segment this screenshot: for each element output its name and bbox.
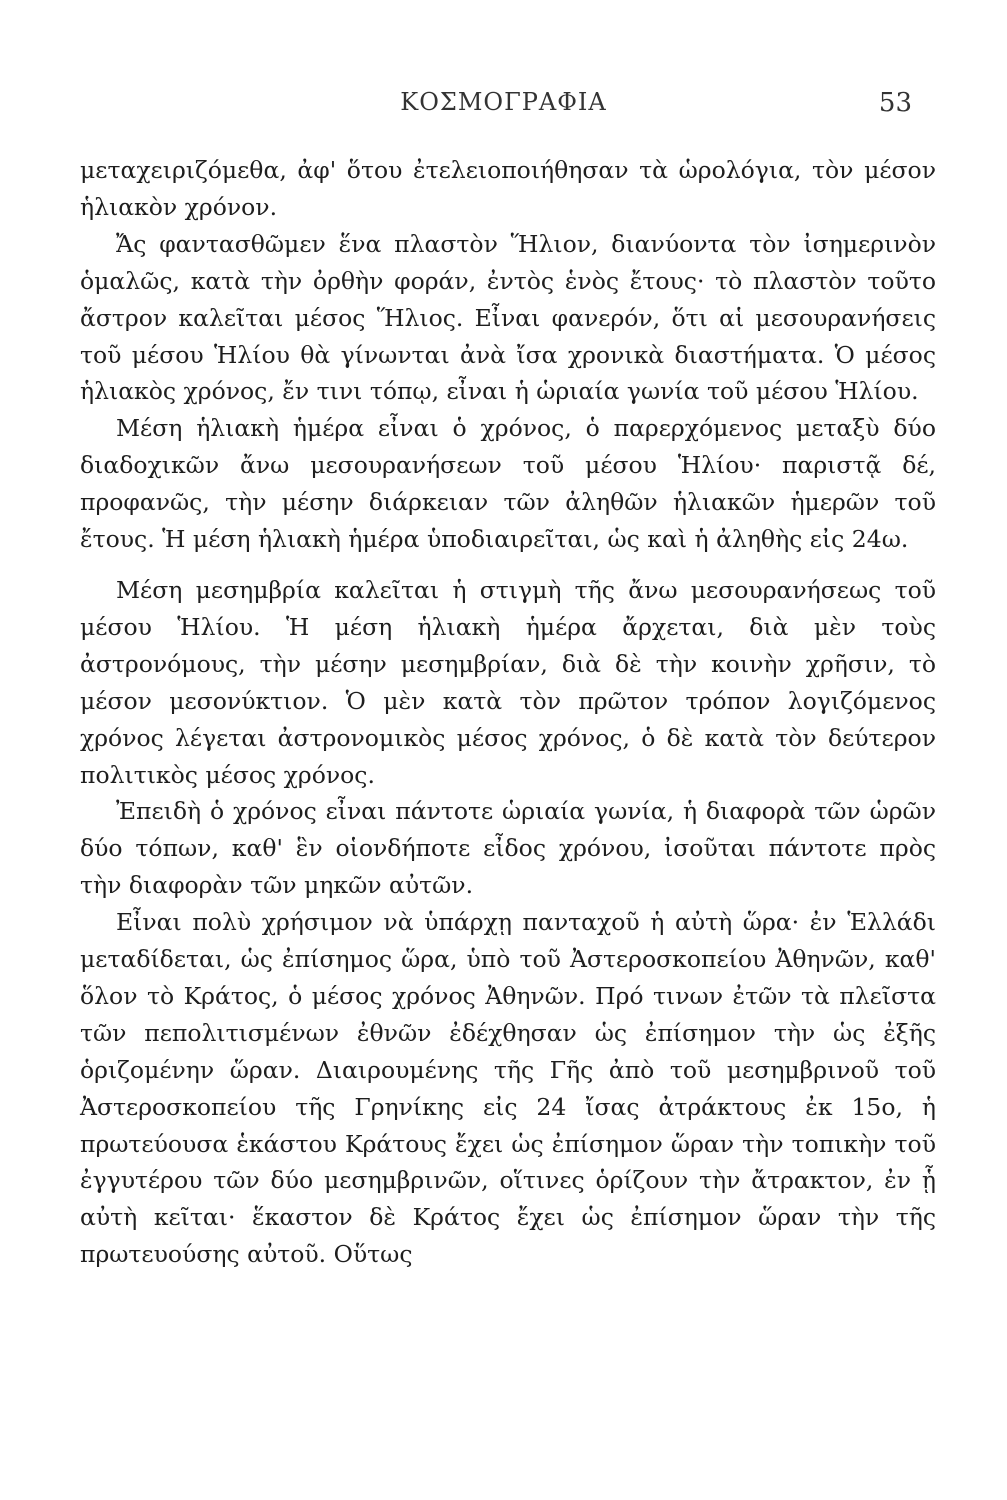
paragraph-1: μεταχειριζόμεθα, ἀφ' ὅτου ἐτελειοποιήθησαν τὰ ὡρολόγια, τὸν μέσον ἡλιακὸν χρόνον. [80,156,936,221]
paragraph-5: Ἐπειδὴ ὁ χρόνος εἶναι πάντοτε ὡριαία γωνία, ἡ διαφορὰ τῶν ὡρῶν δύο τόπων, καθ' ἓν οἱονδήποτε εἶδος χρόνου, ἰσοῦται πάντοτε πρὸς τὴν διαφορὰν τῶν μηκῶν αὐτῶν. [80,797,936,900]
paragraph-4: Μέση μεσημβρία καλεῖται ἡ στιγμὴ τῆς ἄνω μεσουρανήσεως τοῦ μέσου Ἡλίου. Ἡ μέση ἡλιακὴ ἡμέρα ἄρχεται, διὰ μὲν τοὺς ἀστρονόμους, τὴν μέσην μεσημβρίαν, διὰ δὲ τὴν κοινὴν χρῆσιν, τὸ μέσον μεσονύκτιον. Ὁ μὲν κατὰ τὸν πρῶτον τρόπον λογιζόμενος χρόνος λέγεται ἀστρονομικὸς μέσος χρόνος, ὁ δὲ κατὰ τὸν δεύτερον πολιτικὸς μέσος χρόνος. [80,575,936,789]
body-text [80,152,936,1273]
paragraph-6: Εἶναι πολὺ χρήσιμον νὰ ὑπάρχῃ πανταχοῦ ἡ αὐτὴ ὥρα· ἐν Ἑλλάδι μεταδίδεται, ὡς ἐπίσημος ὥρα, ὑπὸ τοῦ Ἀστεροσκοπείου Ἀθηνῶν, καθ' ὅλον τὸ Κράτος, ὁ μέσος χρόνος Ἀθηνῶν. Πρό τινων ἐτῶν τὰ πλεῖστα τῶν πεπολιτισμένων ἐθνῶν ἐδέχθησαν ὡς ἐπίσημον τὴν ὡς ἐξῆς ὁριζομένην ὥραν. Διαιρουμένης τῆς Γῆς ἀπὸ τοῦ μεσημβρινοῦ τοῦ Ἀστεροσκοπείου τῆς Γρηνίκης εἰς 24 ἴσας ἀτράκτους ἐκ 15ο, ἡ πρωτεύουσα ἑκάστου Κράτους ἔχει ὡς ἐπίσημον ὥραν τὴν τοπικὴν τοῦ ἐγγυτέρου τῶν δύο μεσημβρινῶν, οἵτινες ὁρίζουν τὴν ἄτρακτον, ἐν ᾗ αὐτὴ κεῖται· ἕκαστον δὲ Κράτος ἔχει ὡς ἐπίσημον ὥραν τὴν τῆς πρωτευούσης αὐτοῦ. Οὕτως [80,908,936,1269]
page-title: ΚΟΣΜΟΓΡΑΦΙΑ [400,88,607,116]
paragraph-2: Ἄς φαντασθῶμεν ἕνα πλαστὸν Ἥλιον, διανύοντα τὸν ἰσημερινὸν ὁμαλῶς, κατὰ τὴν ὀρθὴν φοράν, ἐντὸς ἑνὸς ἔτους· τὸ πλαστὸν τοῦτο ἄστρον καλεῖται μέσος Ἥλιος. Εἶναι φανερόν, ὅτι αἱ μεσουρανήσεις τοῦ μέσου Ἡλίου θὰ γίνωνται ἀνὰ ἴσα χρονικὰ διαστήματα. Ὁ μέσος ἡλιακὸς χρόνος, ἔν τινι τόπῳ, εἶναι ἡ ὡριαία γωνία τοῦ μέσου Ἡλίου. [80,229,936,406]
running-head [95,88,912,128]
paragraph-3: Μέση ἡλιακὴ ἡμέρα εἶναι ὁ χρόνος, ὁ παρερχόμενος μεταξὺ δύο διαδοχικῶν ἄνω μεσουρανήσεων τοῦ μέσου Ἡλίου· παριστᾷ δέ, προφανῶς, τὴν μέσην διάρκειαν τῶν ἀληθῶν ἡλιακῶν ἡμερῶν τοῦ ἔτους. Ἡ μέση ἡλιακὴ ἡμέρα ὑποδιαιρεῖται, ὡς καὶ ἡ ἀληθὴς εἰς 24ω. [80,414,936,554]
page-number: 53 [878,88,912,118]
